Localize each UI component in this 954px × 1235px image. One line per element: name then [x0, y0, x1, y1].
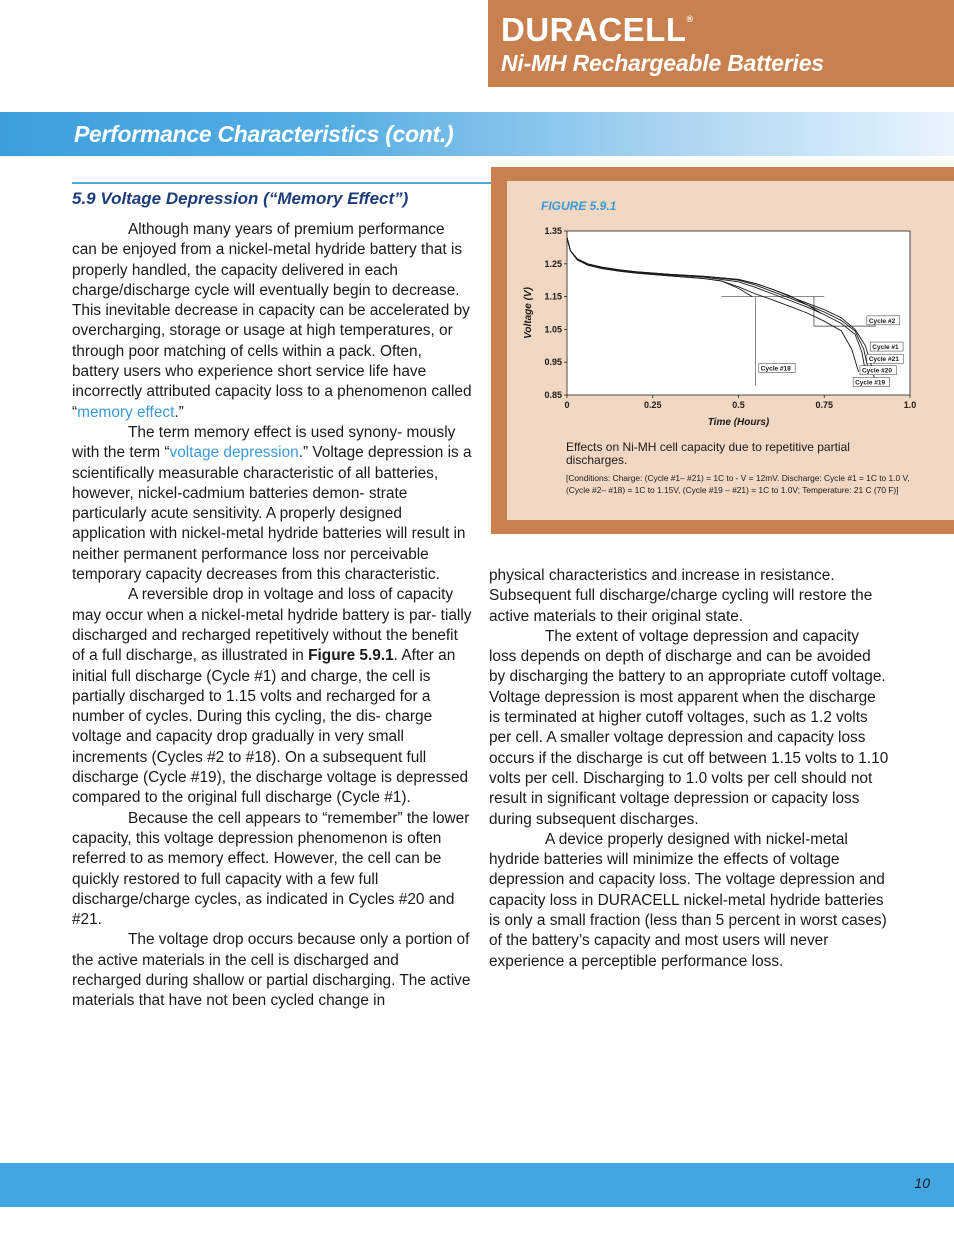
paragraph: The term memory effect is used synony- mously with the term “voltage depression.” Voltage depression is a scientifically measurable characteristic of all batteries, however, nickel-cadmium batteries demon- strate particularly acute sensitivity. A properly designed application with nickel-metal hydride batteries will result in neither permanent performance loss nor perceivable temporary capacity decreases from this characteristic. [72, 423, 472, 584]
product-line-title: Ni-MH Rechargeable Batteries [501, 50, 824, 76]
figure-conditions: [Conditions: Charge: (Cycle #1– #21) = 1C to - V = 12mV. Discharge: Cycle #1 = 1C to 1.0 V, (Cycle #2– #18) = 1C to 1.15V, (Cycle #19 – #21) = 1C to 1.0V; Temperature: 21 C (70 F)] [566, 473, 910, 495]
y-tick-label: 1.05 [544, 324, 562, 335]
section-banner [0, 112, 954, 156]
y-tick-label: 0.95 [544, 357, 562, 368]
heading-rule [72, 182, 491, 184]
voltage-depression-chart [507, 220, 947, 440]
brand-header [488, 0, 954, 87]
paragraph: A reversible drop in voltage and loss of capacity may occur when a nickel-metal hydride battery is par- tially discharged and recharged repetitively without the benefit of a full discharge, as illustrated in Figure 5.9.1. After an initial full discharge (Cycle #1) and charge, the cell is partially discharged to 1.15 volts and recharged for a number of cycles. During this cycling, the dis- charge voltage and capacity drop gradually in very small increments (Cycles #2 to #18). On a subsequent full discharge (Cycle #19), the discharge voltage is depressed compared to the original full discharge (Cycle #1). [72, 586, 472, 807]
footer-bar [0, 1163, 954, 1207]
page-number: 10 [914, 1175, 930, 1191]
y-axis-label: Voltage (V) [523, 287, 534, 339]
duracell-logo: DURACELL® [501, 11, 694, 48]
paragraph: physical characteristics and increase in resistance. Subsequent full discharge/charge cycling will restore the active materials to their original state. [489, 567, 873, 625]
x-tick-label: 0 [564, 400, 570, 410]
memory-effect-link[interactable]: memory effect [77, 403, 175, 421]
x-tick-label: 0.25 [643, 400, 662, 410]
x-tick-label: 1.0 [903, 400, 917, 410]
y-tick-label: 0.85 [544, 390, 562, 400]
section-heading: 5.9 Voltage Depression (“Memory Effect”) [72, 189, 409, 208]
paragraph: The extent of voltage depression and capacity loss depends on depth of discharge and can be avoided by discharging the battery to an appropriate cutoff voltage. Voltage depression is most apparent when the discharge is terminated at higher cutoff voltages, such as 1.2 volts per cell. A smaller voltage depression and capacity loss occurs if the discharge is cut off between 1.15 volts to 1.10 volts per cell. Discharging to 1.0 volts per cell should not result in significant voltage depression or capacity loss during subsequent discharges. [489, 627, 889, 828]
series-label: Cycle #1 [872, 344, 899, 352]
left-column [72, 220, 472, 1012]
y-tick-label: 1.15 [544, 291, 562, 302]
y-tick-label: 1.25 [544, 258, 562, 269]
series-label: Cycle #18 [760, 365, 791, 373]
x-tick-label: 0.75 [815, 400, 834, 410]
page-title: Performance Characteristics (cont.) [74, 121, 454, 147]
voltage-depression-link[interactable]: voltage depression [169, 444, 299, 462]
paragraph: A device properly designed with nickel-metal hydride batteries will minimize the effects of voltage depression and capacity loss. The voltage depression and capacity loss in DURACELL nickel-metal hydride batteries is only a small fraction (less than 5 percent in worst cases) of the battery’s capacity and most users will never experience a perceptible performance loss. [489, 830, 887, 970]
registered-mark: ® [686, 14, 694, 24]
x-tick-label: 0.5 [732, 400, 745, 410]
paragraph: Because the cell appears to “remember” the lower capacity, this voltage depression phenomenon is often referred to as memory effect. However, the cell can be quickly restored to full capacity with a few full discharge/charge cycles, as indicated in Cycles #20 and #21. [72, 809, 470, 929]
y-tick-label: 1.35 [544, 226, 562, 236]
figure-reference: Figure 5.9.1 [308, 647, 394, 665]
right-column [489, 566, 889, 972]
x-axis-label: Time (Hours) [707, 417, 770, 428]
figure-caption: Effects on Ni-MH cell capacity due to repetitive partial discharges. [566, 440, 850, 467]
series-label: Cycle #19 [855, 379, 886, 387]
series-label: Cycle #2 [868, 317, 896, 325]
paragraph: The voltage drop occurs because only a portion of the active materials in the cell is discharged and recharged during shallow or partial discharging. The active materials that have not been cycled change in [72, 931, 471, 1010]
series-label: Cycle #21 [868, 356, 899, 364]
paragraph: Although many years of premium performance can be enjoyed from a nickel-metal hydride battery that is properly handled, the capacity delivered in each charge/discharge cycle will eventually begin to decrease. This inevitable decrease in capacity can be accelerated by overcharging, storage or usage at high temperatures, or through poor matching of cells within a pack. Often, battery users who experience short service life have incorrectly attributed capacity loss to a phenomenon called “memory effect.” [72, 221, 472, 421]
series-label: Cycle #20 [861, 367, 892, 375]
figure-label: FIGURE 5.9.1 [541, 199, 617, 213]
